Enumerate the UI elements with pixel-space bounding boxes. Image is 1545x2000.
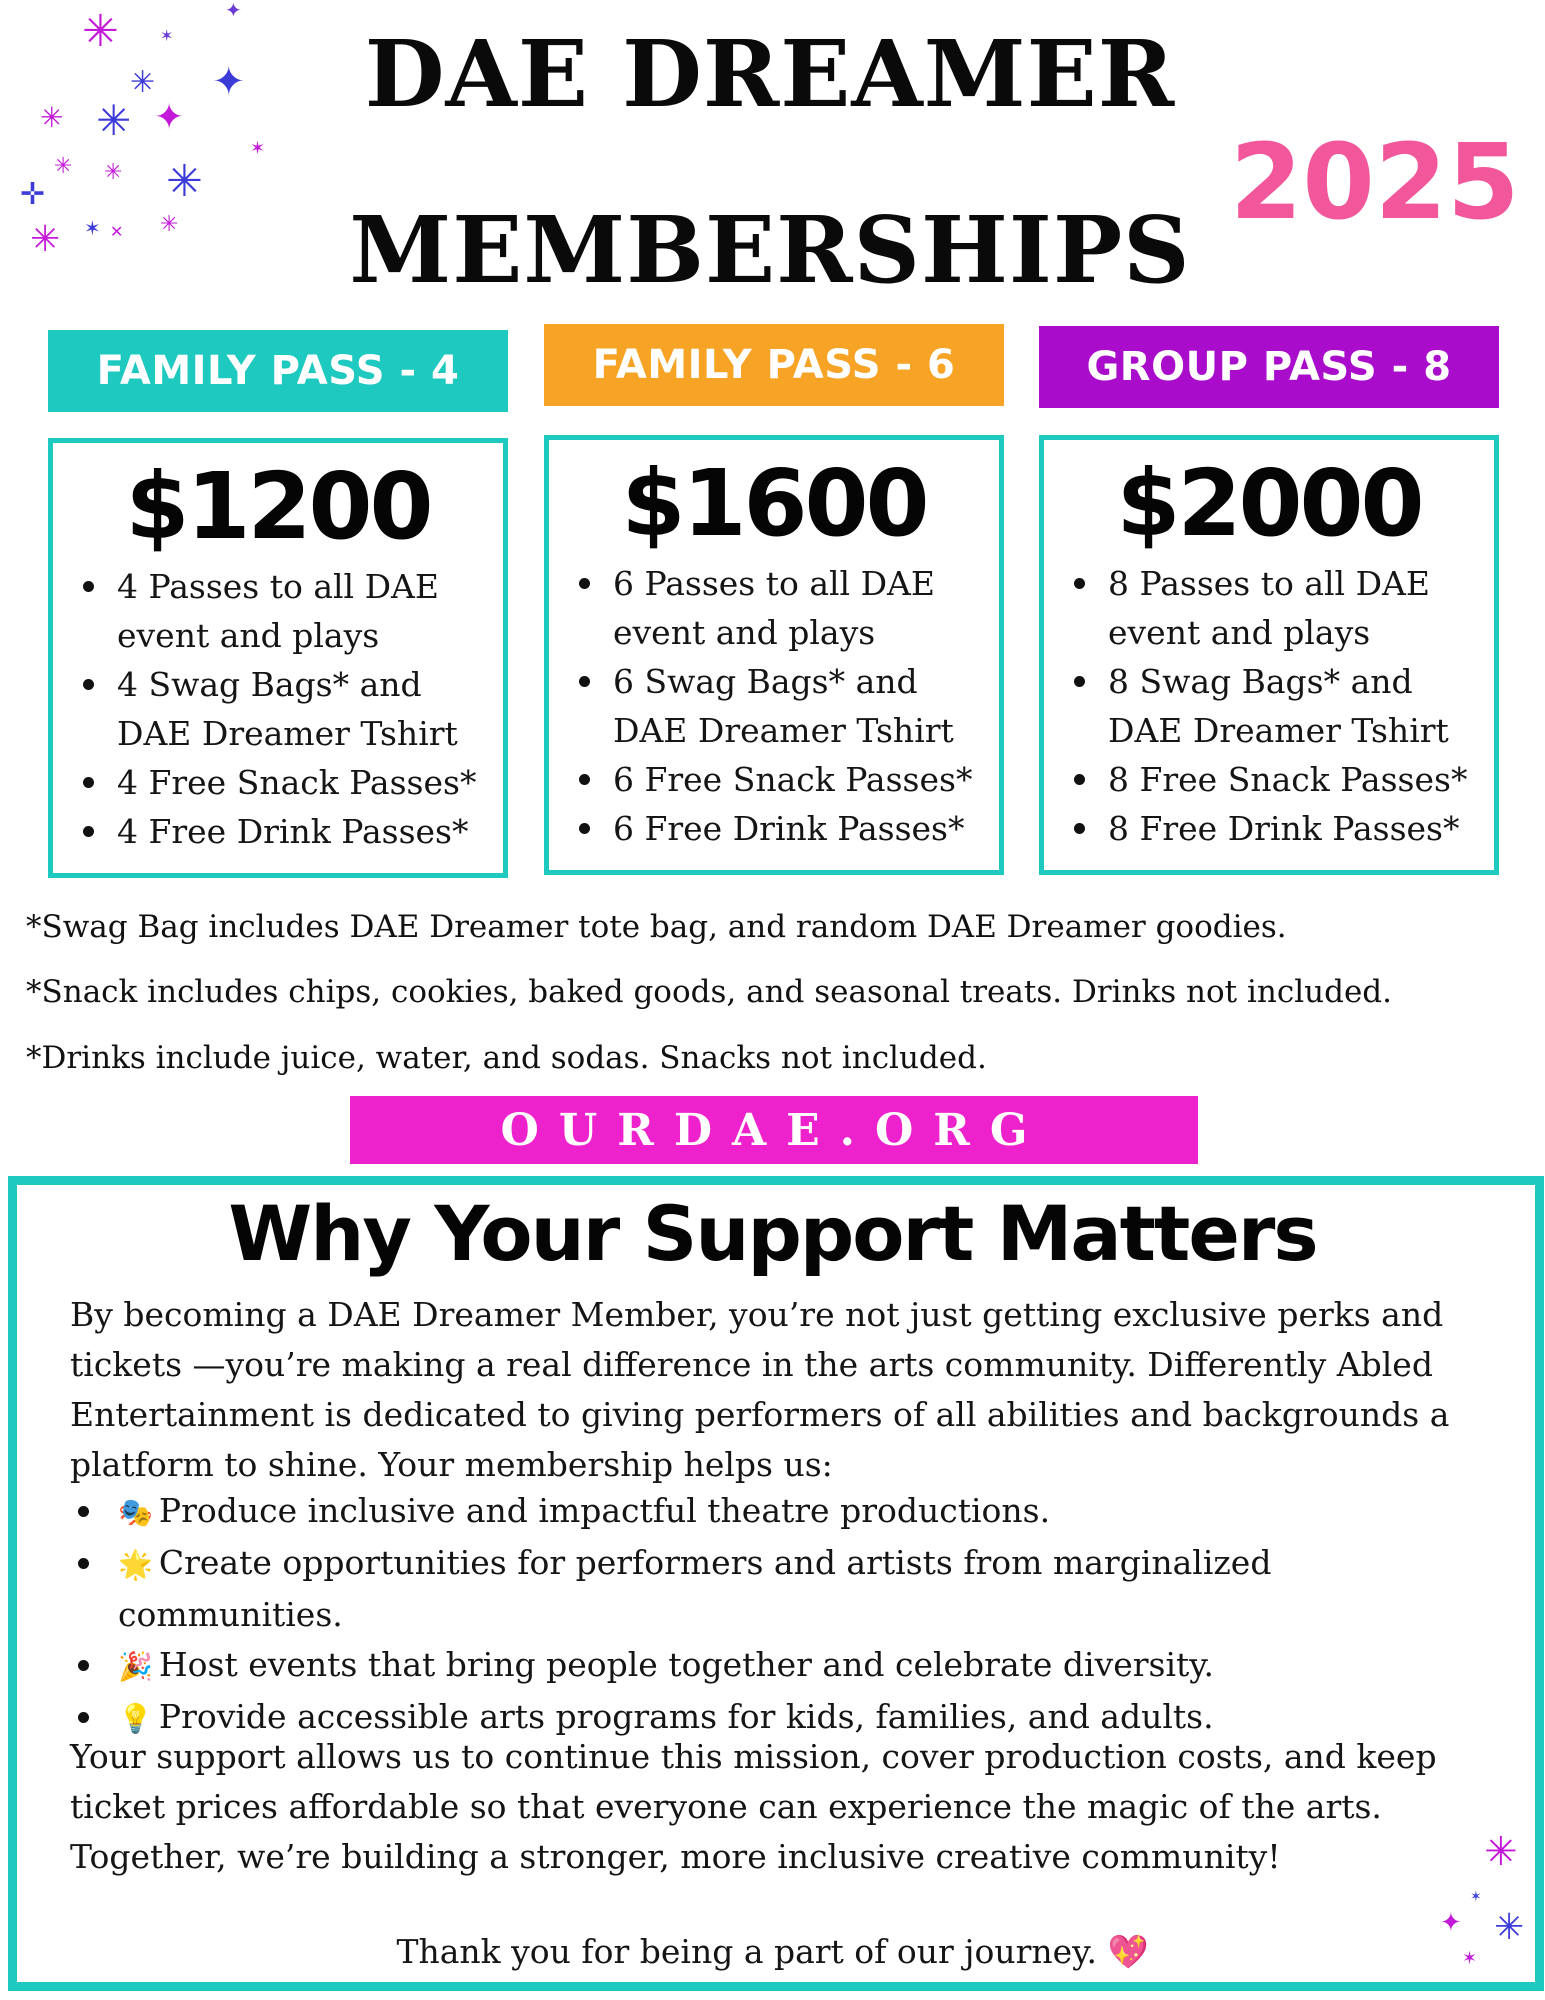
perk-item: 6 Free Snack Passes* [613, 755, 989, 804]
support-item: 🎭 Produce inclusive and impactful theatre productions. [74, 1486, 1494, 1538]
perk-list [53, 562, 503, 856]
sparkle-icon: ✳ [160, 212, 179, 237]
pass-price: $2000 [1116, 450, 1422, 557]
sparkle-icon: ✶ [84, 216, 101, 240]
sparkle-icon: ✳ [104, 160, 123, 185]
perk-item: 4 Passes to all DAE event and plays [117, 562, 493, 660]
sparkle-icon: ✦ [225, 0, 242, 22]
sparkle-icon: ✳ [40, 101, 64, 134]
sparkle-icon: ✳ [166, 156, 203, 207]
website-link[interactable]: OURDAE.ORG [350, 1096, 1198, 1164]
perk-item: 8 Free Snack Passes* [1108, 755, 1484, 804]
sparkle-icon: ✳ [1494, 1907, 1525, 1948]
perk-list [549, 559, 999, 853]
perk-item: 8 Free Drink Passes* [1108, 804, 1484, 853]
sparkle-icon: ✶ [1462, 1948, 1478, 1969]
pass-header-family-4: FAMILY PASS - 4 [48, 330, 508, 412]
thank-you-message: Thank you for being a part of our journey. 💖 [396, 1932, 1149, 1971]
sparkle-icon: ✦ [1440, 1908, 1462, 1938]
support-item: 💡 Provide accessible arts programs for kids, families, and adults. [74, 1692, 1494, 1744]
perk-item: 4 Free Snack Passes* [117, 758, 493, 807]
sparkle-icon: ✳ [1484, 1829, 1518, 1875]
theater-masks-icon: 🎭 [118, 1496, 153, 1529]
footnote-swag-bag: *Swag Bag includes DAE Dreamer tote bag, and random DAE Dreamer goodies. [26, 909, 1287, 945]
perk-item: 4 Free Drink Passes* [117, 807, 493, 856]
party-popper-icon: 🎉 [118, 1650, 153, 1683]
pass-header-group-8: GROUP PASS - 8 [1039, 326, 1499, 408]
support-title: Why Your Support Matters [228, 1189, 1317, 1278]
perk-item: 6 Free Drink Passes* [613, 804, 989, 853]
sparkle-icon: ✛ [20, 177, 46, 212]
support-item: 🎉 Host events that bring people together and celebrate diversity. [74, 1640, 1494, 1692]
perk-item: 6 Swag Bags* and DAE Dreamer Tshirt [613, 657, 989, 755]
pass-card-family-4 [48, 438, 508, 878]
footnote-drinks: *Drinks include juice, water, and sodas. Snacks not included. [26, 1040, 987, 1076]
year-badge: 2025 [1230, 121, 1520, 243]
page-title-line-1: DAE DREAMER [364, 20, 1176, 128]
perk-list [1044, 559, 1494, 853]
perk-item: 6 Passes to all DAE event and plays [613, 559, 989, 657]
support-closing: Your support allows us to continue this mission, cover production costs, and keep ticket prices affordable so that everyone can experience the magic of the arts. Together, we’re building a stronger, more inclusive creative community! [70, 1737, 1437, 1876]
sparkle-icon: ✳ [96, 96, 132, 145]
sparkle-icon: ✳ [82, 6, 119, 57]
sparkle-icon: ✦ [154, 97, 185, 138]
support-item: 🌟 Create opportunities for performers and artists from marginalized communities. [74, 1538, 1494, 1640]
sparkle-icon: ✶ [1470, 1889, 1482, 1905]
sparkle-icon: ✳ [130, 65, 156, 100]
sparkling-heart-icon: 💖 [1107, 1932, 1149, 1971]
support-list-wrapper [74, 1486, 1494, 1744]
sparkle-icon: ✳ [30, 219, 61, 260]
pass-card-group-8 [1039, 435, 1499, 875]
pass-price: $1200 [125, 453, 431, 560]
sparkle-icon: ✳ [54, 154, 73, 179]
pass-card-family-6 [544, 435, 1004, 875]
pass-header-family-6: FAMILY PASS - 6 [544, 324, 1004, 406]
sparkle-icon: ✶ [250, 138, 266, 159]
sparkle-icon: ✦ [212, 59, 246, 105]
pass-price: $1600 [621, 450, 927, 557]
support-list [74, 1486, 1494, 1744]
lightbulb-icon: 💡 [118, 1702, 153, 1735]
footnote-snack: *Snack includes chips, cookies, baked goods, and seasonal treats. Drinks not included. [26, 974, 1392, 1010]
page-title-line-2: MEMBERSHIPS [349, 196, 1191, 304]
sparkle-icon: ✕ [110, 222, 124, 241]
perk-item: 8 Passes to all DAE event and plays [1108, 559, 1484, 657]
star-icon: 🌟 [118, 1548, 153, 1581]
perk-item: 8 Swag Bags* and DAE Dreamer Tshirt [1108, 657, 1484, 755]
sparkle-icon: ✶ [160, 26, 174, 45]
support-intro: By becoming a DAE Dreamer Member, you’re not just getting exclusive perks and tickets —you’re making a real difference in the arts community. Differently Abled Entertainment is dedicated to giving performers of all abilities and backgrounds a platform to shine. Your membership helps us: [70, 1295, 1450, 1484]
perk-item: 4 Swag Bags* and DAE Dreamer Tshirt [117, 660, 493, 758]
